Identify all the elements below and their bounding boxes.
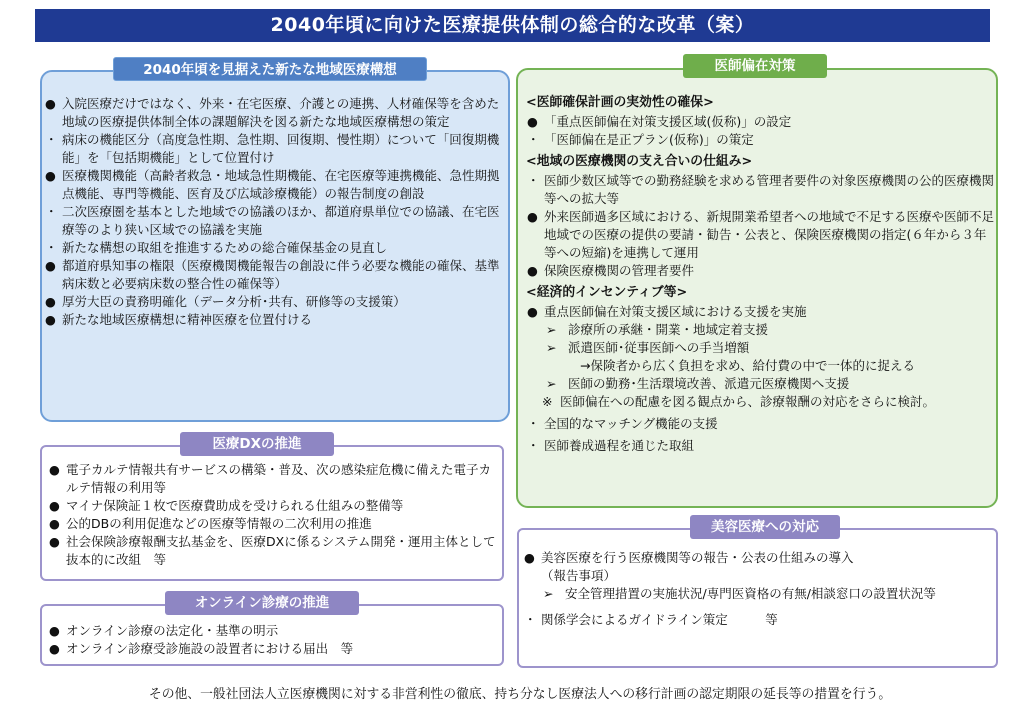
bullet-icon: ● [49,641,60,656]
list-item: ・ 二次医療圏を基本とした地域での協議のほか、都道府県単位での協議、在宅医療等のより狭い区域での協議を実施 [45,204,500,237]
cosmetic-medicine-list [521,549,995,629]
sub-note: （報告事項） [541,568,617,583]
footer-note: その他、一般社団法人立医療機関に対する非営利性の徹底、持ち分なし医療法人への移行計画の認定期限の延長等の措置を行う。 [148,687,892,702]
bullet-icon: ・ [527,416,540,431]
list-item: ● 都道府県知事の権限（医療機関機能報告の創設に伴う必要な機能の確保、基準病床数と必要病床数の整合性の確保等） [45,258,500,291]
sub-item: ➢ 診療所の承継・開業・地域定着支援 [546,322,769,337]
list-item: ● 入院医療だけではなく、外来・在宅医療、介護との連携、人材確保等を含めた地域の医療提供体制全体の課題解決を図る新たな地域医療構想の策定 [45,96,500,129]
section-heading: <医師確保計画の実効性の確保> [526,95,714,110]
bullet-icon: ● [527,304,538,319]
doctor-maldistribution-label: 医師偏在対策 [683,54,827,78]
medical-dx-list [46,461,502,569]
sub-item: ➢ 安全管理措置の実施状況/専門医資格の有無/相談窓口の設置状況等 [543,586,936,601]
list-item: ・ 関係学会によるガイドライン策定 等 [524,612,778,627]
arrow-icon: ➢ [546,376,557,391]
sub-note: →保険者から広く負担を求め、給付費の中で一体的に捉える [580,358,915,373]
bullet-icon: ● [49,534,60,549]
bullet-icon: ● [45,96,56,111]
regional-vision-label: 2040年頃を見据えた新たな地域医療構想 [113,57,427,81]
list-item: ● 外来医師過多区域における、新規開業希望者への地域で不足する医療や医師不足地域での医療の提供の要請・勧告・公表と、保険医療機関の指定(６年から３年等への短縮)を連携して運用 [527,209,995,260]
list-item: ・ 医師少数区域等での勤務経験を求める管理者要件の対象医療機関の公的医療機関等への拡大等 [527,173,995,206]
list-item: ● マイナ保険証１枚で医療費助成を受けられる仕組みの整備等 [49,498,404,513]
list-item: ● 医療機関機能（高齢者救急・地域急性期機能、在宅医療等連携機能、急性期拠点機能、専門等機能、医育及び広域診療機能）の報告制度の創設 [45,168,500,201]
online-care-list [46,622,502,658]
arrow-icon: ➢ [543,586,554,601]
bullet-icon: ● [49,623,60,638]
list-item: ● 社会保険診療報酬支払基金を、医療DXに係るシステム開発・運用主体として抜本的に改組 等 [49,534,496,567]
list-item: ● 重点医師偏在対策支援区域における支援を実施 [527,304,807,319]
bullet-icon: ・ [45,132,58,147]
list-item: ● 美容医療を行う医療機関等の報告・公表の仕組みの導入 [524,550,854,565]
regional-vision-list [42,95,504,329]
sub-item: ➢ 派遣医師･従事医師への手当増額 [546,340,750,355]
note-item: ※ 医師偏在への配慮を図る観点から、診療報酬の対応をさらに検討。 [542,394,936,409]
note-icon: ※ [542,394,553,409]
list-item: ● 公的DBの利用促進などの医療等情報の二次利用の推進 [49,516,372,531]
list-item: ・ 病床の機能区分（高度急性期、急性期、回復期、慢性期）について「回復期機能」を「包括期機能」として位置付け [45,132,500,165]
bullet-icon: ● [527,209,538,224]
list-item: ● オンライン診療の法定化・基準の明示 [49,623,279,638]
section-heading: <地域の医療機関の支え合いの仕組み> [526,154,753,169]
medical-dx-label: 医療DXの推進 [180,432,334,456]
online-care-label: オンライン診療の推進 [165,591,359,615]
bullet-icon: ● [45,258,56,273]
bullet-icon: ・ [527,132,540,147]
list-item: ● 厚労大臣の責務明確化（データ分析･共有、研修等の支援策） [45,294,406,309]
section-heading: <経済的インセンティブ等> [526,285,688,300]
list-item: ・ 医師養成過程を通じた取組 [527,438,695,453]
bullet-icon: ● [49,498,60,513]
bullet-icon: ・ [45,204,58,219]
arrow-icon: ➢ [546,322,557,337]
list-item: ● 保険医療機関の管理者要件 [527,263,695,278]
page-title: 2040年頃に向けた医療提供体制の総合的な改革（案） [35,9,990,42]
bullet-icon: ・ [45,240,58,255]
bullet-icon: ● [524,550,535,565]
bullet-icon: ● [527,263,538,278]
bullet-icon: ● [45,294,56,309]
bullet-icon: ● [45,168,56,183]
list-item: ● オンライン診療受診施設の設置者における届出 等 [49,641,354,656]
bullet-icon: ・ [527,438,540,453]
cosmetic-medicine-label: 美容医療への対応 [690,515,840,539]
list-item: ・ 全国的なマッチング機能の支援 [527,416,718,431]
list-item: ● 新たな地域医療構想に精神医療を位置付ける [45,312,313,327]
list-item: ● 「重点医師偏在対策支援区域(仮称)」の設定 [527,114,792,129]
list-item: ● 電子カルテ情報共有サービスの構築・普及、次の感染症危機に備えた電子カルテ情報の利用等 [49,462,492,495]
bullet-icon: ● [49,516,60,531]
arrow-icon: ➢ [546,340,557,355]
bullet-icon: ● [527,114,538,129]
sub-item: ➢ 医師の勤務･生活環境改善、派遣元医療機関へ支援 [546,376,850,391]
bullet-icon: ・ [524,612,537,627]
bullet-icon: ● [49,462,60,477]
doctor-maldistribution-list [524,94,994,455]
bullet-icon: ● [45,312,56,327]
bullet-icon: ・ [527,173,540,188]
list-item: ・ 新たな構想の取組を推進するための総合確保基金の見直し [45,240,388,255]
list-item: ・ 「医師偏在是正プラン(仮称)」の策定 [527,132,754,147]
